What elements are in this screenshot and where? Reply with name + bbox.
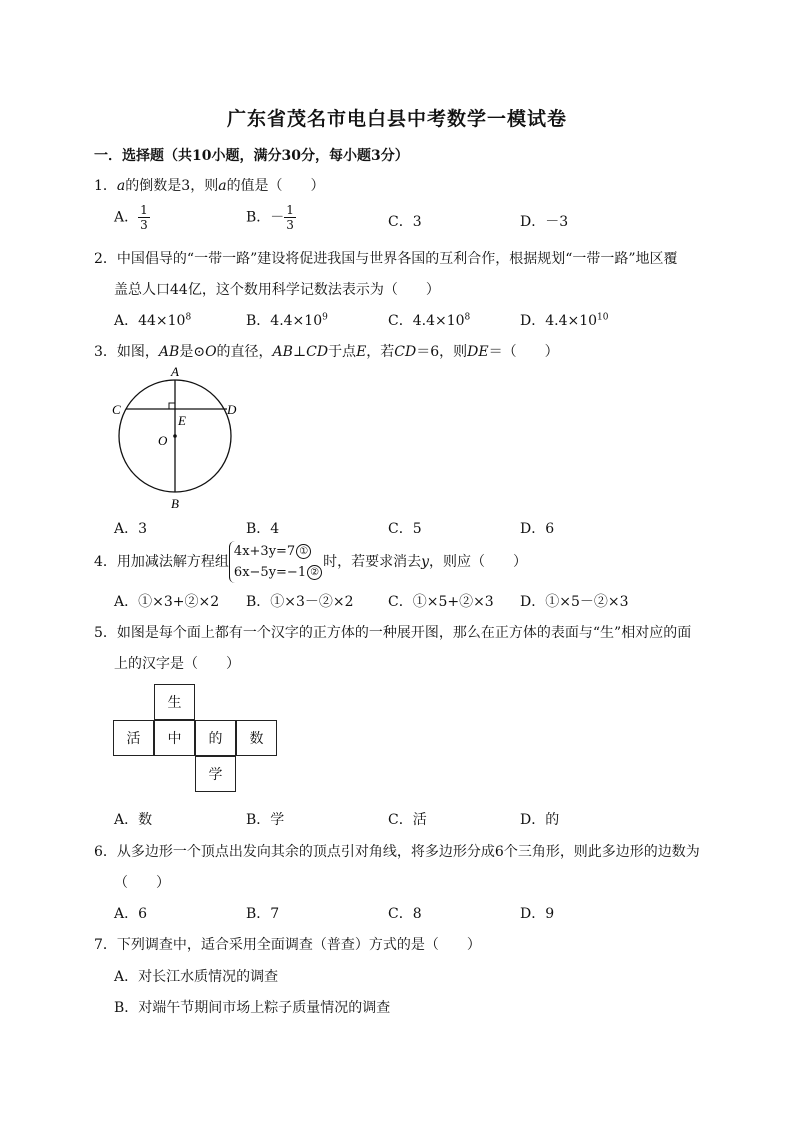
q3-text: 是⊙ — [179, 344, 206, 360]
equation-1 — [234, 541, 323, 562]
label-a: A — [171, 364, 179, 379]
q5-option-d: D．的 — [520, 812, 560, 828]
q6-option-b: B．7 — [246, 906, 280, 922]
q1-var-a: a — [116, 178, 126, 194]
page-title: 广东省茂名市电白县中考数学一模试卷 — [226, 108, 567, 130]
net-cell-left: 活 — [113, 720, 154, 756]
eq2-text: 6x−5y=−1 — [233, 565, 307, 580]
eq1-mark: ① — [296, 544, 311, 559]
question-6-line-2: （ ） — [114, 875, 170, 891]
numerator: 1 — [286, 203, 294, 217]
center-point — [173, 434, 177, 438]
q2-option-b — [246, 310, 328, 330]
q1-option-c: C．3 — [388, 214, 422, 230]
label-c: C — [112, 402, 121, 417]
q4-text: 时，若要求消去 — [323, 554, 422, 570]
eq1-text: 4x+3y=7 — [233, 544, 296, 559]
q5-option-b: B．学 — [246, 812, 285, 828]
q3-o: O — [205, 344, 217, 360]
q6-option-c: C．8 — [388, 906, 422, 922]
q3-text: 的直径， — [216, 344, 273, 360]
q1-option-a — [114, 204, 150, 231]
q6-option-d: D．9 — [520, 906, 555, 922]
label-e: E — [178, 413, 186, 428]
denominator: 3 — [286, 218, 294, 232]
q3-option-c: C．5 — [388, 521, 422, 537]
q3-ab: AB — [272, 344, 293, 360]
q2-option-a-base: A．44×10 — [114, 313, 186, 329]
q2-option-d-base: D．4.4×10 — [520, 313, 598, 329]
question-6-line-1: 6．从多边形一个顶点出发向其余的顶点引对角线，将多边形分成6个三角形，则此多边形的边数为 — [94, 844, 700, 860]
q4-option-a: A．①×3+②×2 — [114, 594, 220, 610]
net-cell-top: 生 — [154, 684, 195, 720]
q1-option-a-label: A． — [114, 209, 139, 226]
q2-option-b-base: B．4.4×10 — [246, 313, 323, 329]
q2-option-a-exp: 8 — [185, 312, 192, 323]
question-5-line-2: 上的汉字是（ ） — [114, 656, 240, 672]
right-angle-mark — [169, 403, 175, 409]
q7-option-a: A．对长江水质情况的调查 — [114, 969, 279, 985]
equation-system — [229, 541, 323, 583]
q2-option-b-exp: 9 — [322, 312, 328, 323]
net-cell-bottom: 学 — [195, 756, 236, 792]
section-heading: 一．选择题（共10小题，满分30分，每小题3分） — [94, 148, 409, 164]
q7-option-b: B．对端午节期间市场上粽子质量情况的调查 — [114, 1000, 391, 1016]
q1-text-1: 的倒数是3，则 — [125, 178, 219, 194]
label-d: D — [227, 402, 237, 417]
question-2-line-2: 盖总人口44亿，这个数用科学记数法表示为（ ） — [114, 282, 440, 298]
equation-2 — [234, 562, 323, 583]
question-1 — [94, 175, 325, 195]
q3-text: ＝6，则 — [416, 344, 468, 360]
q1-number: 1． — [94, 178, 117, 194]
q2-option-c-base: C．4.4×10 — [388, 313, 465, 329]
denominator: 3 — [140, 218, 148, 232]
q3-option-a: A．3 — [114, 521, 148, 537]
q2-option-a — [114, 310, 191, 330]
circle-figure — [108, 362, 248, 512]
q3-text: ＝（ ） — [488, 344, 559, 360]
question-2-line-1: 2．中国倡导的“一带一路”建设将促进我国与世界各国的互利合作，根据规划“一带一路”地区覆 — [94, 251, 678, 267]
q3-e: E — [356, 344, 367, 360]
q5-option-a: A．数 — [114, 812, 153, 828]
q5-option-c: C．活 — [388, 812, 427, 828]
q1-option-b-fraction — [284, 204, 296, 231]
q3-cd: CD — [394, 344, 417, 360]
label-o: O — [158, 433, 168, 448]
net-cell-middle-2: 的 — [195, 720, 236, 756]
q3-text: 于点 — [328, 344, 357, 360]
q4-text: 4．用加减法解方程组 — [94, 554, 229, 570]
net-cell-right: 数 — [236, 720, 277, 756]
q3-option-d: D．6 — [520, 521, 555, 537]
q3-ab: AB — [158, 344, 180, 360]
question-7: 7．下列调查中，适合采用全面调查（普查）方式的是（ ） — [94, 937, 481, 953]
q2-option-c — [388, 310, 470, 330]
q2-option-d — [520, 310, 609, 330]
q4-option-c: C．①×5+②×3 — [388, 594, 494, 610]
q2-option-d-exp: 10 — [597, 312, 609, 323]
q4-text: ，则应（ ） — [429, 554, 528, 570]
q2-option-c-exp: 8 — [464, 312, 471, 323]
label-b: B — [171, 496, 179, 511]
numerator: 1 — [140, 203, 148, 217]
q3-de: DE — [467, 344, 489, 360]
question-5-line-1: 5．如图是每个面上都有一个汉字的正方体的一种展开图，那么在正方体的表面与“生”相对应的面 — [94, 625, 692, 641]
q3-text: ，若 — [366, 344, 395, 360]
q1-option-b — [246, 204, 296, 231]
net-cell-middle-1: 中 — [154, 720, 195, 756]
q6-option-a: A．6 — [114, 906, 148, 922]
q4-option-b: B．①×3－②×2 — [246, 594, 354, 610]
q3-text: 3．如图， — [94, 344, 159, 360]
question-4 — [94, 541, 527, 583]
q4-var-y: y — [421, 554, 430, 570]
q3-text: ⊥ — [292, 344, 307, 360]
q1-option-d: D．－3 — [520, 214, 569, 230]
q1-option-a-fraction — [138, 204, 150, 231]
q3-option-b: B．4 — [246, 521, 280, 537]
q4-option-d: D．①×5－②×3 — [520, 594, 629, 610]
q1-option-b-label: B．－ — [246, 209, 285, 226]
question-3 — [94, 341, 559, 361]
q1-var-a-2: a — [218, 178, 227, 194]
q1-text-2: 的值是（ ） — [226, 178, 325, 194]
eq2-mark: ② — [307, 565, 322, 580]
q3-cd: CD — [306, 344, 329, 360]
